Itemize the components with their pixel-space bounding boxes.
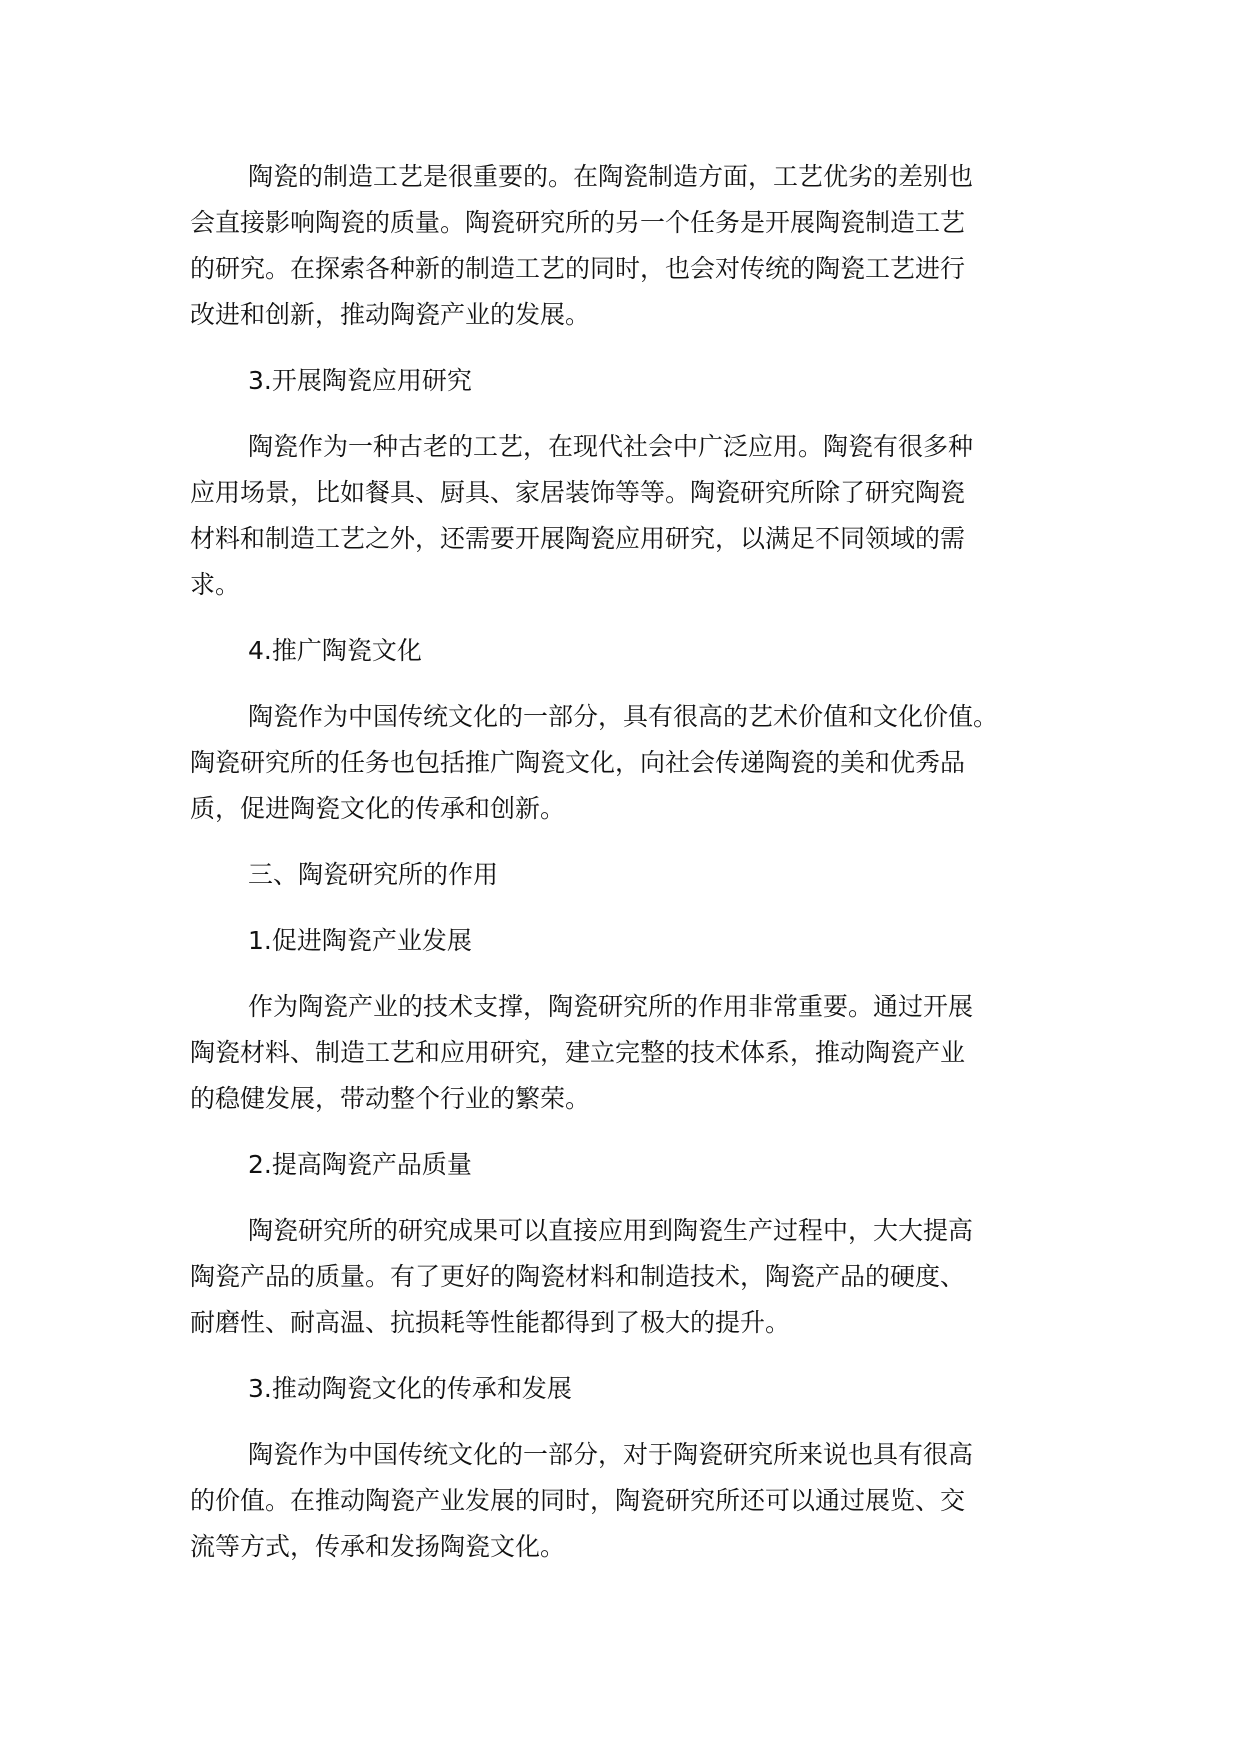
paragraph-line: 陶瓷作为中国传统文化的一部分，具有很高的艺术价值和文化价值。: [248, 702, 999, 731]
paragraph-line: 求。: [190, 570, 241, 599]
paragraph-line: 作为陶瓷产业的技术支撑，陶瓷研究所的作用非常重要。通过开展: [248, 992, 974, 1021]
paragraph-line: 质，促进陶瓷文化的传承和创新。: [190, 794, 566, 823]
paragraph-line: 陶瓷研究所的研究成果可以直接应用到陶瓷生产过程中，大大提高: [248, 1216, 974, 1245]
paragraph-line: 陶瓷的制造工艺是很重要的。在陶瓷制造方面，工艺优劣的差别也: [248, 162, 974, 191]
section-heading: 4.推广陶瓷文化: [248, 636, 422, 665]
paragraph-line: 的价值。在推动陶瓷产业发展的同时，陶瓷研究所还可以通过展览、交: [190, 1486, 966, 1515]
paragraph-line: 改进和创新，推动陶瓷产业的发展。: [190, 300, 591, 329]
paragraph-line: 陶瓷研究所的任务也包括推广陶瓷文化，向社会传递陶瓷的美和优秀品: [190, 748, 966, 777]
paragraph-line: 陶瓷产品的质量。有了更好的陶瓷材料和制造技术，陶瓷产品的硬度、: [190, 1262, 966, 1291]
paragraph-line: 陶瓷材料、制造工艺和应用研究，建立完整的技术体系，推动陶瓷产业: [190, 1038, 966, 1067]
paragraph-line: 流等方式，传承和发扬陶瓷文化。: [190, 1532, 566, 1561]
paragraph-line: 应用场景，比如餐具、厨具、家居装饰等等。陶瓷研究所除了研究陶瓷: [190, 478, 966, 507]
paragraph-line: 的稳健发展，带动整个行业的繁荣。: [190, 1084, 591, 1113]
paragraph-line: 会直接影响陶瓷的质量。陶瓷研究所的另一个任务是开展陶瓷制造工艺: [190, 208, 966, 237]
chapter-heading: 三、陶瓷研究所的作用: [248, 860, 499, 889]
section-heading: 1.促进陶瓷产业发展: [248, 926, 472, 955]
section-heading: 3.推动陶瓷文化的传承和发展: [248, 1374, 572, 1403]
paragraph-line: 陶瓷作为中国传统文化的一部分，对于陶瓷研究所来说也具有很高: [248, 1440, 974, 1469]
paragraph-line: 的研究。在探索各种新的制造工艺的同时，也会对传统的陶瓷工艺进行: [190, 254, 966, 283]
section-heading: 3.开展陶瓷应用研究: [248, 366, 472, 395]
paragraph-line: 材料和制造工艺之外，还需要开展陶瓷应用研究，以满足不同领域的需: [190, 524, 966, 553]
section-heading: 2.提高陶瓷产品质量: [248, 1150, 472, 1179]
paragraph-line: 陶瓷作为一种古老的工艺，在现代社会中广泛应用。陶瓷有很多种: [248, 432, 974, 461]
paragraph-line: 耐磨性、耐高温、抗损耗等性能都得到了极大的提升。: [190, 1308, 791, 1337]
